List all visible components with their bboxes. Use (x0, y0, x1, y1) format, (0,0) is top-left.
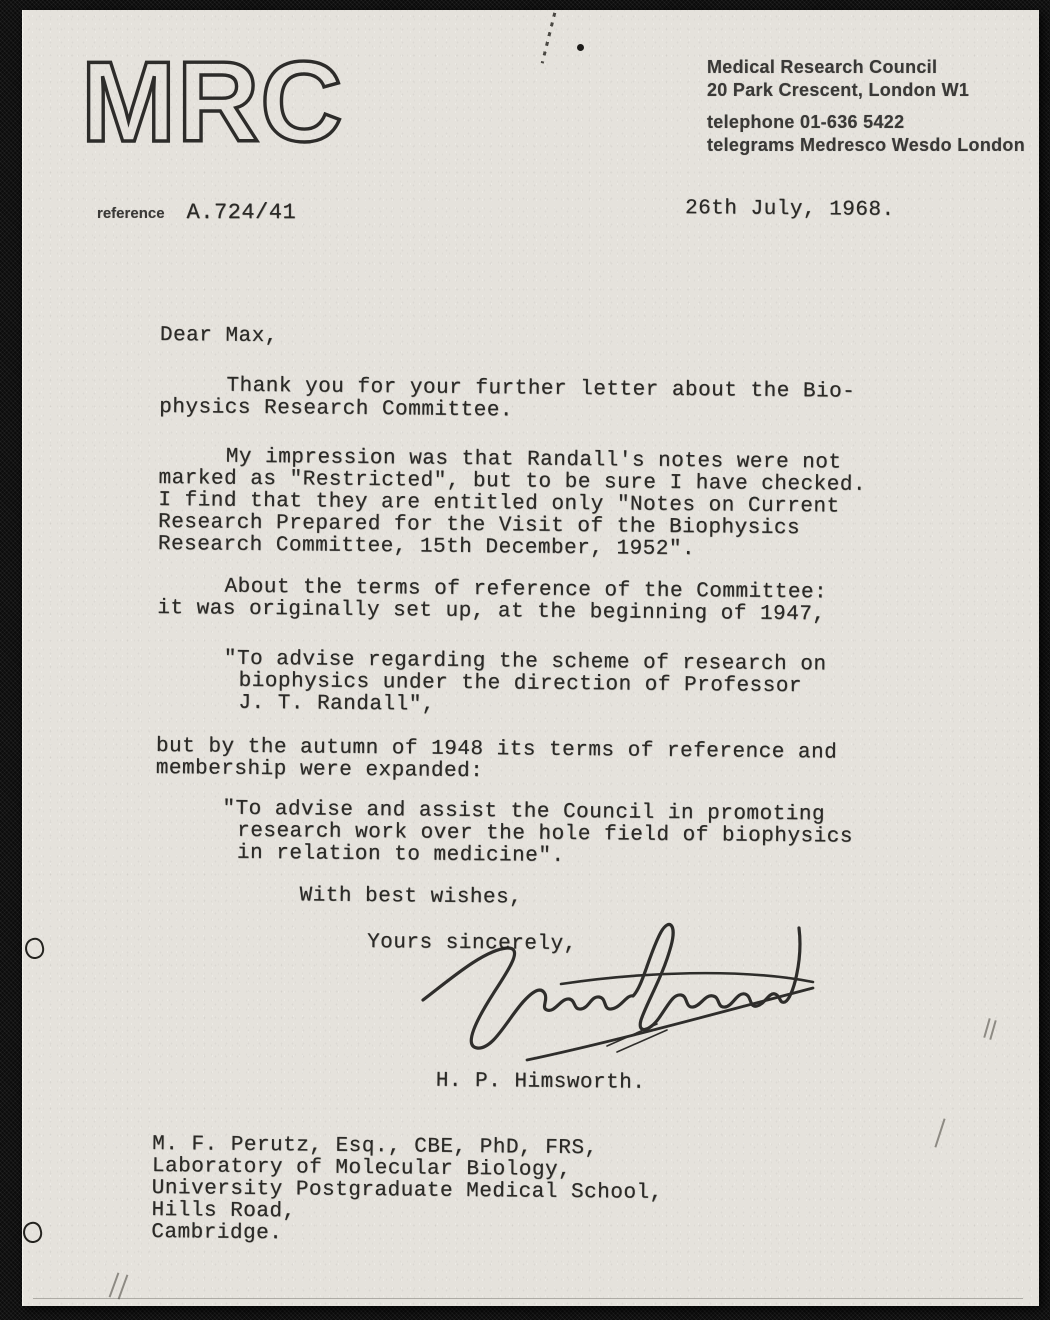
paragraph-4 (156, 736, 956, 788)
recipient-line: Hills Road, (151, 1198, 296, 1224)
recipient-line: Cambridge. (151, 1220, 283, 1246)
signature (411, 898, 825, 1070)
body-line: About the terms of reference of the Committee: (224, 575, 828, 605)
quote-line: research work over the hole field of biophysics (237, 819, 854, 849)
quotation-1 (156, 648, 957, 722)
org-telegrams: telegrams Medresco Wesdo London (707, 135, 1026, 155)
quote-line: in relation to medicine". (236, 841, 565, 868)
recipient-line: Laboratory of Molecular Biology, (151, 1154, 572, 1182)
quote-line: "To advise regarding the scheme of research on (223, 647, 827, 677)
quote-line: J. T. Randall", (238, 691, 436, 717)
letterhead-info (707, 56, 1025, 157)
recipient-address (151, 1134, 952, 1252)
body-line: physics Research Committee. (159, 395, 514, 423)
scratch-mark (541, 12, 556, 63)
mrc-logo (79, 44, 369, 169)
pencil-tick (989, 1020, 996, 1040)
paragraph-2 (158, 446, 959, 564)
body-line: membership were expanded: (155, 756, 484, 784)
body-line: Research Prepared for the Visit of the Biophysics (157, 510, 801, 541)
body-line: but by the autumn of 1948 its terms of reference and (155, 734, 838, 765)
body-line: My impression was that Randall's notes were not (225, 445, 842, 475)
recipient-line: University Postgraduate Medical School, (151, 1176, 663, 1205)
quotation-2 (155, 798, 956, 872)
body-line: I find that they are entitled only "Notes on Current (158, 488, 840, 519)
org-telephone: telephone 01-636 5422 (707, 112, 905, 132)
reference-label: reference (97, 205, 165, 222)
paragraph-3 (157, 576, 957, 628)
body-line: Research Committee, 15th December, 1952". (157, 532, 696, 562)
body-line: Thank you for your further letter about the Bio- (226, 374, 856, 404)
org-address: 20 Park Crescent, London W1 (707, 80, 970, 100)
ink-dot (577, 44, 584, 51)
quote-line: biophysics under the direction of Professor (238, 669, 803, 699)
org-name: Medical Research Council (707, 57, 938, 77)
pen-mark (21, 1220, 45, 1245)
recipient-line: M. F. Perutz, Esq., CBE, PhD, FRS, (152, 1132, 598, 1161)
mrc-logo-text: MRC (81, 44, 344, 166)
reference-value: A.724/41 (186, 200, 297, 225)
letter-body (151, 325, 960, 1252)
body-line: it was originally set up, at the beginning of 1947, (157, 596, 826, 627)
closing-wishes: With best wishes, (299, 884, 523, 910)
letter-paper (22, 10, 1039, 1306)
quote-line: "To advise and assist the Council in promoting (222, 797, 826, 827)
letter-date: 26th July, 1968. (684, 197, 895, 222)
pen-mark (23, 936, 47, 961)
pencil-tick (118, 1274, 129, 1299)
pencil-tick (109, 1272, 120, 1297)
body-line: marked as "Restricted", but to be sure I have checked. (158, 466, 867, 497)
signed-name: H. P. Himsworth. (435, 1069, 646, 1095)
paper-crease (33, 1298, 1023, 1299)
paragraph-1 (159, 375, 959, 427)
valediction: Yours sincerely, (366, 931, 577, 957)
salutation: Dear Max, (159, 324, 278, 349)
reference-row (97, 200, 296, 225)
